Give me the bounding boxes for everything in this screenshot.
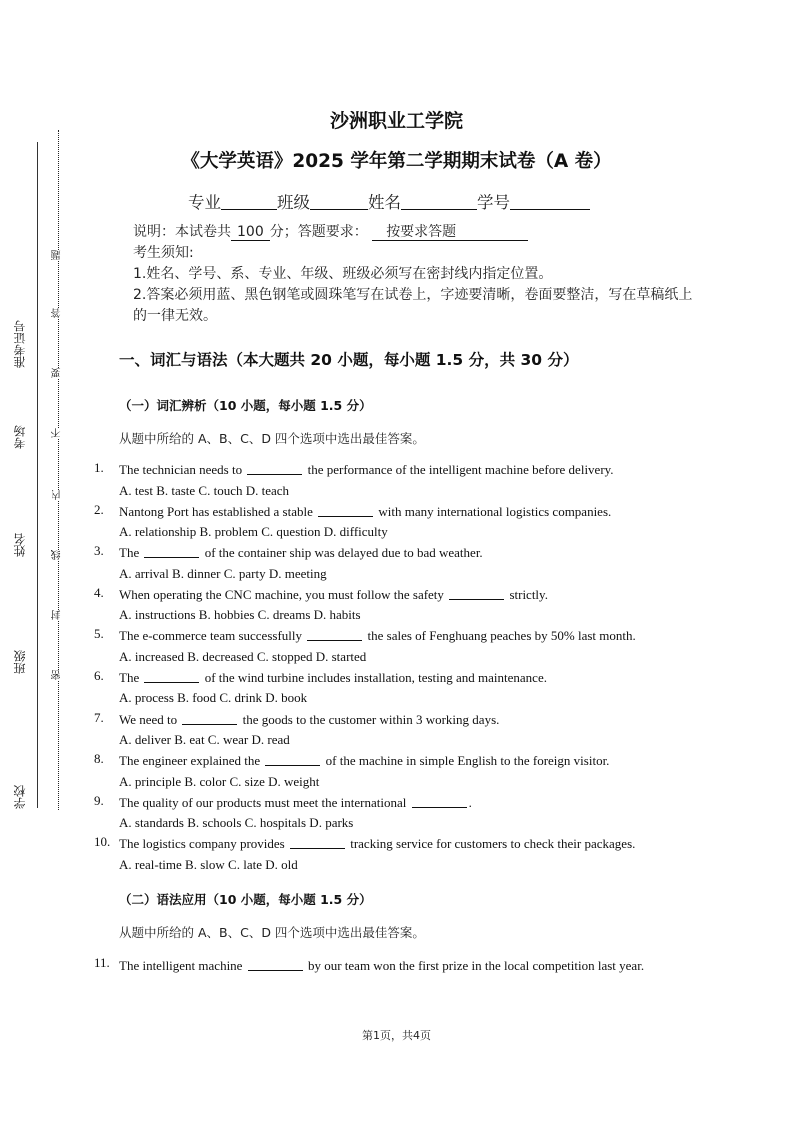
question-item xyxy=(94,751,684,793)
question-number: 6. xyxy=(94,667,104,683)
question-stem: The engineer explained the of the machine in simple English to the foreign visitor. xyxy=(119,753,610,769)
exam-notes xyxy=(133,222,693,327)
binding-line xyxy=(37,142,38,808)
question-stem: The of the wind turbine includes installation, testing and maintenance. xyxy=(119,669,547,685)
answer-blank[interactable] xyxy=(307,628,362,641)
question-item xyxy=(94,793,684,835)
class-label: 班级 xyxy=(277,193,310,212)
answer-blank[interactable] xyxy=(182,712,237,725)
question-number: 5. xyxy=(94,626,104,642)
section-1-title: 一、词汇与语法（本大题共 20 小题，每小题 1.5 分，共 30 分） xyxy=(119,351,579,369)
question-item xyxy=(94,585,684,627)
answer-blank[interactable] xyxy=(265,753,320,766)
question-options: A. standards B. schools C. hospitals D. parks xyxy=(119,815,354,831)
seal-char: 内 xyxy=(52,490,63,500)
question-stem: The technician needs to the performance of the intelligent machine before delivery. xyxy=(119,462,614,477)
question-item xyxy=(94,626,684,668)
major-label: 专业 xyxy=(188,193,221,212)
question-options: A. relationship B. problem C. question D. difficulty xyxy=(119,524,388,540)
question-item xyxy=(94,668,684,710)
answer-blank[interactable] xyxy=(144,545,199,558)
question-options: A. process B. food C. drink D. book xyxy=(119,690,308,706)
question-number: 3. xyxy=(94,543,104,559)
question-stem: Nantong Port has established a stable with many international logistics companies. xyxy=(119,503,612,519)
question-number: 8. xyxy=(94,751,104,767)
question-item xyxy=(94,710,684,752)
desc-prefix: 说明：本试卷共 xyxy=(133,224,231,240)
question-stem: The quality of our products must meet the international . xyxy=(119,794,472,810)
notes-item-1: 1.姓名、学号、系、专业、年级、班级必须写在密封线内指定位置。 xyxy=(133,266,553,282)
question-list xyxy=(94,460,684,876)
question-item xyxy=(94,502,684,544)
question-number: 9. xyxy=(94,792,104,808)
student-id-blank[interactable] xyxy=(510,193,590,210)
answer-blank[interactable] xyxy=(248,958,303,971)
question-options: A. test B. taste C. touch D. teach xyxy=(119,482,290,498)
name-blank[interactable] xyxy=(401,193,477,210)
seal-dotted-line xyxy=(58,130,59,810)
seal-char: 密 xyxy=(52,670,63,680)
question-number: 10. xyxy=(94,834,111,850)
answer-blank[interactable] xyxy=(290,836,345,849)
binding-field-school: 学校 xyxy=(13,785,27,809)
answer-blank[interactable] xyxy=(247,462,302,475)
student-id-label: 学号 xyxy=(477,193,510,212)
answer-blank[interactable] xyxy=(318,504,373,517)
notes-item-2: 2.答案必须用蓝、黑色钢笔或圆珠笔写在试卷上，字迹要清晰，卷面要整洁，写在草稿纸上的一律无效。 xyxy=(133,287,693,324)
question-options: A. increased B. decreased C. stopped D. started xyxy=(119,648,367,664)
seal-char: 线 xyxy=(52,550,63,560)
binding-field-class: 班级 xyxy=(13,650,27,674)
binding-field-room: 考场 xyxy=(13,425,27,449)
question-options: A. principle B. color C. size D. weight xyxy=(119,773,320,789)
part-2-instruction: 从题中所给的 A、B、C、D 四个选项中选出最佳答案。 xyxy=(119,925,425,940)
question-stem: The of the container ship was delayed due to bad weather. xyxy=(119,545,483,561)
seal-char: 答 xyxy=(52,308,63,318)
question-options: A. instructions B. hobbies C. dreams D. habits xyxy=(119,607,361,623)
question-options: A. deliver B. eat C. wear D. read xyxy=(119,732,290,748)
total-score: 100 xyxy=(231,224,270,241)
notes-heading: 考生须知: xyxy=(133,245,194,261)
exam-description xyxy=(133,222,693,243)
question-stem: We need to the goods to the customer within 3 working days. xyxy=(119,711,500,727)
binding-strip xyxy=(8,130,68,820)
question-item xyxy=(94,834,684,876)
question-number: 11. xyxy=(94,955,110,970)
part-1-instruction: 从题中所给的 A、B、C、D 四个选项中选出最佳答案。 xyxy=(119,431,425,446)
seal-char: 题 xyxy=(52,250,63,260)
question-item xyxy=(94,543,684,585)
question-stem: The logistics company provides tracking service for customers to check their packages. xyxy=(119,836,636,852)
major-blank[interactable] xyxy=(221,193,277,210)
exam-title: 《大学英语》2025 学年第二学期期末试卷（A 卷） xyxy=(181,151,612,172)
question-stem: The intelligent machine by our team won the first prize in the local competition last year. xyxy=(119,958,645,973)
part-1-title: （一）词汇辨析（10 小题，每小题 1.5 分） xyxy=(119,398,372,413)
seal-char: 不 xyxy=(52,428,63,438)
question-number: 1. xyxy=(94,460,104,475)
page-footer: 第1页，共4页 xyxy=(362,1029,431,1042)
question-item xyxy=(94,460,684,502)
binding-field-exam-id: 准考证号 xyxy=(13,320,27,368)
name-label: 姓名 xyxy=(368,193,401,212)
question-options: A. real-time B. slow C. late D. old xyxy=(119,856,298,872)
question-options: A. arrival B. dinner C. party D. meeting xyxy=(119,565,327,581)
question-number: 7. xyxy=(94,709,104,725)
desc-mid: 分；答题要求： xyxy=(269,224,368,240)
seal-char: 封 xyxy=(52,610,63,620)
answer-blank[interactable] xyxy=(412,795,467,808)
school-name: 沙洲职业工学院 xyxy=(329,110,463,132)
question-number: 4. xyxy=(94,584,104,600)
question-number: 2. xyxy=(94,501,104,517)
question-stem: When operating the CNC machine, you must follow the safety strictly. xyxy=(119,586,548,602)
student-info-line xyxy=(188,189,590,213)
binding-field-name: 姓名 xyxy=(13,533,27,557)
seal-char: 要 xyxy=(52,368,63,378)
answer-blank[interactable] xyxy=(144,670,199,683)
part-2-title: （二）语法应用（10 小题，每小题 1.5 分） xyxy=(119,892,372,907)
class-blank[interactable] xyxy=(310,193,368,210)
answer-requirement: 按要求答题 xyxy=(372,224,528,241)
question-stem: The e-commerce team successfully the sales of Fenghuang peaches by 50% last month. xyxy=(119,628,636,644)
answer-blank[interactable] xyxy=(449,587,504,600)
